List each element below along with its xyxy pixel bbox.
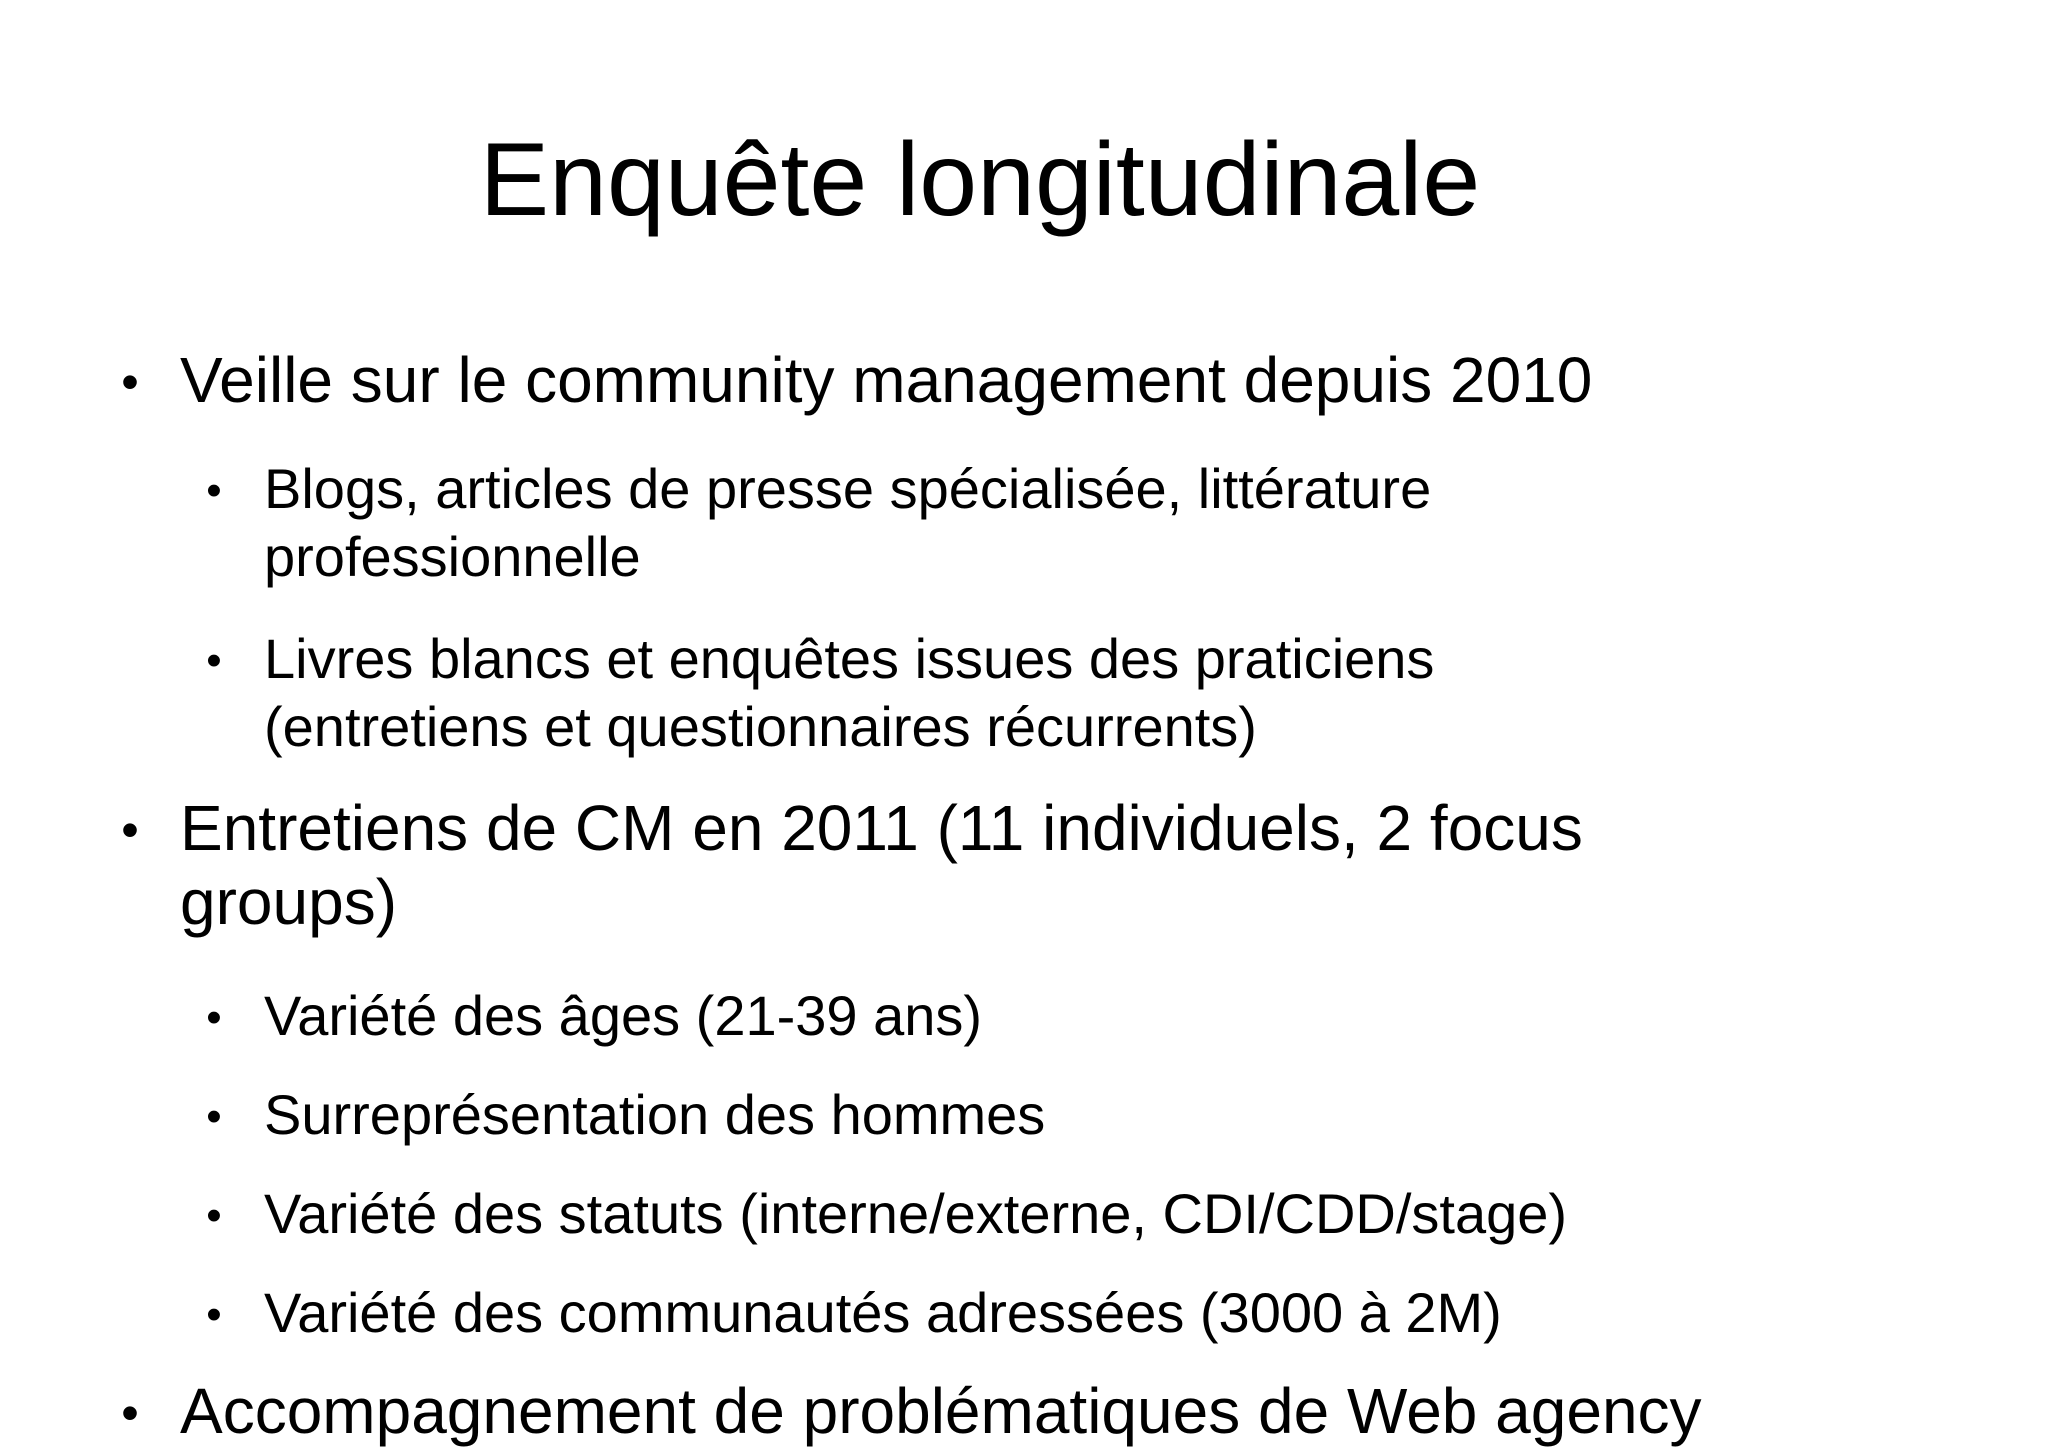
bullet-text: Variété des âges (21-39 ans) — [264, 984, 983, 1047]
bullet-item-level2 — [206, 982, 1964, 1050]
bullet-item-level2 — [206, 1279, 1964, 1347]
bullet-item-level2 — [206, 625, 1664, 761]
bullet-dot-icon: • — [206, 1290, 222, 1339]
bullet-item-level2 — [206, 1180, 1964, 1248]
bullet-text: Veille sur le community management depuis 2010 — [180, 344, 1593, 416]
slide-title: Enquête longitudinale — [479, 122, 1481, 238]
bullet-dot-icon: • — [121, 1385, 139, 1441]
bullet-text: Surreprésentation des hommes — [264, 1083, 1046, 1146]
bullet-dot-icon: • — [121, 802, 139, 858]
bullet-dot-icon: • — [206, 636, 222, 685]
bullet-dot-icon: • — [206, 993, 222, 1042]
bullet-text: Livres blancs et enquêtes issues des praticiens (entretiens et questionnaires récurrents) — [264, 627, 1435, 758]
bullet-item-level1 — [121, 1374, 1940, 1448]
bullet-dot-icon: • — [206, 466, 222, 515]
bullet-dot-icon: • — [206, 1092, 222, 1141]
bullet-item-level2 — [206, 1081, 1964, 1149]
bullet-text: Accompagnement de problématiques de Web agency — [180, 1375, 1702, 1447]
bullet-item-level1 — [121, 343, 1940, 417]
bullet-text: Variété des statuts (interne/externe, CDI/CDD/stage) — [264, 1182, 1568, 1245]
bullet-text: Blogs, articles de presse spécialisée, littérature professionnelle — [264, 457, 1432, 588]
bullet-item-level2 — [206, 455, 1664, 591]
bullet-item-level1 — [121, 791, 1740, 939]
bullet-dot-icon: • — [206, 1191, 222, 1240]
bullet-text: Variété des communautés adressées (3000 à 2M) — [264, 1281, 1502, 1344]
bullet-dot-icon: • — [121, 354, 139, 410]
bullet-text: Entretiens de CM en 2011 (11 individuels, 2 focus groups) — [180, 792, 1583, 938]
